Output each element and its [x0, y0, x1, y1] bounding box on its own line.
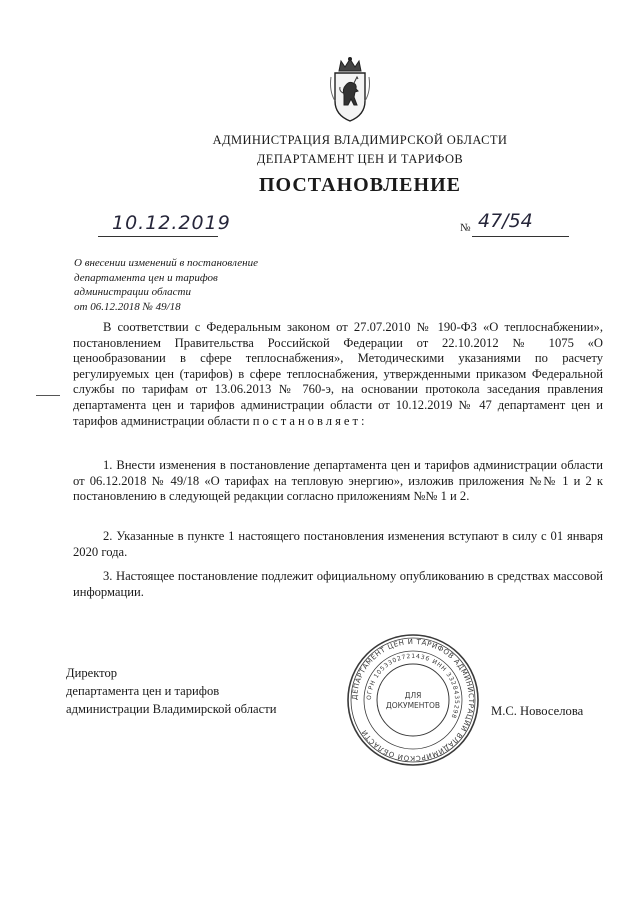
coat-of-arms-icon: [327, 57, 373, 123]
date-underline: [98, 236, 218, 237]
preamble-paragraph: [73, 320, 603, 429]
signatory-position: Директор: [66, 666, 118, 680]
preamble-text: В соответствии с Федеральным законом от 27.07.2010 № 190-ФЗ «О теплоснабжении», постановлением Правительства Российской Федерации от 22.10.2012 № 1075 «О ценообразовании в сфере теплоснабжения», Методическими указаниями по расчету регулируемых цен (тарифов) в сфере теплоснабжения, утвержденными приказом Федеральной службы по тарифам от 13.06.2013 № 760-э, на основании протокола заседания правления департамента цен и тарифов администрации области от 10.12.2019 № 47 департамент цен и тарифов администрации области: [73, 320, 603, 428]
stamp-center-line1: ДЛЯ: [404, 691, 422, 700]
document-date: 10.12.2019: [112, 212, 231, 234]
number-underline: [472, 236, 569, 237]
document-number: 47/54: [478, 210, 533, 232]
document-title: ПОСТАНОВЛЕНИЕ: [259, 174, 461, 196]
subject-line: О внесении изменений в постановление: [74, 257, 258, 269]
stamp-center-line2: ДОКУМЕНТОВ: [385, 701, 441, 710]
signatory-name: М.С. Новоселова: [491, 704, 584, 718]
subject-line: администрации области: [74, 286, 191, 298]
clause-1: 1. Внести изменения в постановление департамента цен и тарифов администрации области от 06.12.2018 № 49/18 «О тарифах на тепловую энергию», изложив приложения №№ 1 и 2 к постановлению в следующей редакции согласно приложениям №№ 1 и 2.: [73, 458, 603, 504]
signatory-department: департамента цен и тарифов: [66, 684, 220, 698]
decree-word: постановляет:: [252, 413, 368, 428]
stamp-inner-text: ОГРН 1053302721436 ИНН 3328435298: [365, 652, 461, 720]
org-name: АДМИНИСТРАЦИЯ ВЛАДИМИРСКОЙ ОБЛАСТИ: [212, 133, 508, 147]
margin-mark: [36, 395, 60, 396]
number-label: №: [460, 222, 471, 234]
official-stamp: [345, 632, 481, 768]
department-name: ДЕПАРТАМЕНТ ЦЕН И ТАРИФОВ: [256, 152, 464, 166]
document-subject: [74, 256, 314, 314]
signatory-title: [66, 664, 276, 718]
clause-3: 3. Настоящее постановление подлежит официальному опубликованию в средствах массовой информации.: [73, 569, 603, 599]
subject-line: департамента цен и тарифов: [74, 271, 218, 284]
signatory-administration: администрации Владимирской области: [66, 702, 277, 716]
stamp-ring-text: ДЕПАРТАМЕНТ ЦЕН И ТАРИФОВ АДМИНИСТРАЦИИ ВЛАДИМИРСКОЙ ОБЛАСТИ: [350, 637, 476, 763]
subject-line: от 06.12.2018 № 49/18: [74, 300, 181, 313]
clause-2: 2. Указанные в пункте 1 настоящего постановления изменения вступают в силу с 01 января 2020 года.: [73, 529, 603, 559]
